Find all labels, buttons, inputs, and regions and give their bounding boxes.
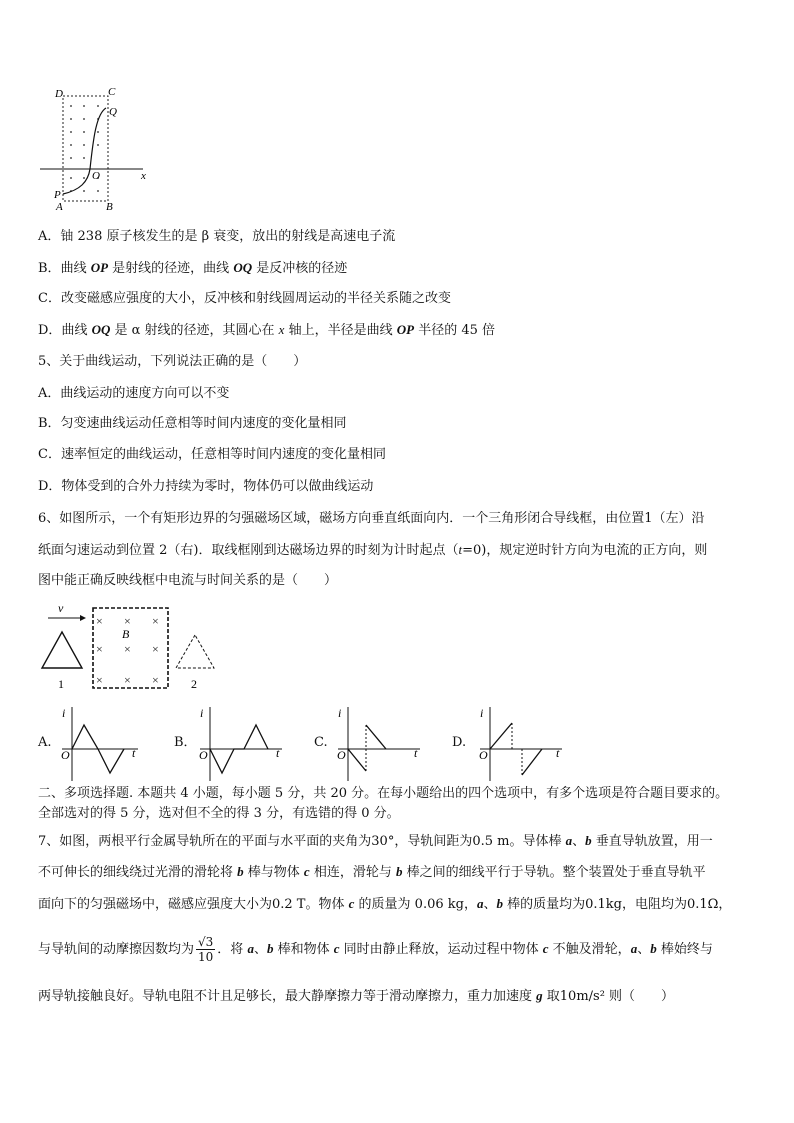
decay-track-figure [38, 86, 158, 216]
label-b: B [106, 201, 113, 213]
q5-option-a: A．曲线运动的速度方向可以不变 [38, 386, 230, 401]
section2-line1: 二、多项选择题. 本题共 4 小题，每小题 5 分，共 20 分。在每小题给出的四个选项中，有多个选项是符合题目要求的。 [38, 786, 729, 801]
section2-line2: 全部选对的得 5 分，选对但不全的得 3 分，有选错的得 0 分。 [38, 806, 400, 821]
label-q: Q [109, 106, 117, 118]
current-curve [366, 725, 386, 749]
q6-field-figure [38, 600, 228, 695]
current-curve [490, 723, 512, 749]
q6-graph-b [198, 705, 288, 785]
q6-option-b-letter: B． [174, 735, 197, 750]
current-curve [522, 749, 542, 775]
field-cross: × [96, 642, 103, 656]
q6-graph-a [60, 705, 145, 785]
field-cross: × [124, 642, 131, 656]
q4-option-c: C．改变磁感应强度的大小，反冲核和射线圆周运动的半径关系随之改变 [38, 291, 451, 306]
label-o: O [92, 170, 100, 182]
field-cross: × [96, 673, 103, 687]
q6-graph-d [478, 705, 568, 785]
field-boundary [63, 96, 108, 201]
axis-i: i [480, 706, 484, 720]
position-2-label: 2 [191, 677, 197, 691]
q4-option-a: A．铀 238 原子核发生的是 β 衰变，放出的射线是高速电子流 [38, 229, 396, 244]
velocity-label: v [58, 601, 64, 615]
q5-option-d: D．物体受到的合外力持续为零时，物体仍可以做曲线运动 [38, 479, 374, 494]
q6-option-a-letter: A. [38, 735, 52, 750]
friction-coefficient-fraction: $\frac{√3}{10}$ [198, 935, 214, 964]
triangle-position-2 [176, 635, 214, 668]
label-c: C [108, 86, 116, 98]
q4-option-d: D．曲线 OQ 是 α 射线的径迹，其圆心在 x 轴上，半径是曲线 OP 半径的 45 倍 [38, 322, 496, 338]
q7-line1: 7、如图，两根平行金属导轨所在的平面与水平面的夹角为30°，导轨间距为0.5 m。导体棒 a、b 垂直导轨放置，用一 [38, 833, 713, 849]
q6-option-c-letter: C. [314, 735, 328, 750]
axis-i: i [338, 706, 342, 720]
q6-stem-line1: 6、如图所示，一个有矩形边界的匀强磁场区域，磁场方向垂直纸面向内．一个三角形闭合导线框，由位置1（左）沿 [38, 511, 705, 526]
velocity-arrowhead [80, 615, 86, 621]
q6-graph-c [336, 705, 426, 785]
q5-stem: 5、关于曲线运动，下列说法正确的是（ ） [38, 354, 307, 369]
axis-o: O [61, 748, 70, 762]
track-oq [90, 108, 106, 169]
q6-stem-line3: 图中能正确反映线框中电流与时间关系的是（ ） [38, 573, 338, 588]
q7-line4: 与导轨间的动摩擦因数均为 $\frac{√3}{10}$ ．将 a、b 棒和物体 c 同时由静止释放，运动过程中物体 c 不触及滑轮，a、b 棒始终与 [38, 935, 713, 964]
current-curve [348, 749, 366, 771]
axis-o: O [479, 748, 488, 762]
field-label-b: B [122, 627, 130, 641]
field-cross: × [152, 614, 159, 628]
field-cross: × [96, 614, 103, 628]
label-x: x [141, 170, 146, 182]
field-cross: × [124, 614, 131, 628]
q4-option-b: B．曲线 OP 是射线的径迹，曲线 OQ 是反冲核的径迹 [38, 260, 348, 276]
position-1-label: 1 [58, 677, 64, 691]
q5-option-c: C．速率恒定的曲线运动，任意相等时间内速度的变化量相同 [38, 447, 386, 462]
field-cross: × [124, 673, 131, 687]
triangle-position-1 [42, 632, 82, 668]
axis-o: O [199, 748, 208, 762]
q6-stem-line2: 纸面匀速运动到位置 2（右)．取线框刚到达磁场边界的时刻为计时起点（t=0)，规定逆时针方向为电流的正方向，则 [38, 542, 708, 558]
q7-line3: 面向下的匀强磁场中，磁感应强度大小为0.2 T。物体 c 的质量为 0.06 kg，a、b 棒的质量均为0.1kg，电阻均为0.1Ω， [38, 896, 732, 912]
field-cross: × [152, 673, 159, 687]
axis-t: t [414, 746, 418, 760]
track-op [63, 169, 90, 194]
axis-i: i [200, 706, 204, 720]
axis-t: t [556, 746, 560, 760]
q7-line5: 两导轨接触良好。导轨电阻不计且足够长，最大静摩擦力等于滑动摩擦力，重力加速度 g 取10m/s² 则（ ） [38, 988, 675, 1004]
field-cross: × [152, 642, 159, 656]
q5-option-b: B．匀变速曲线运动任意相等时间内速度的变化量相同 [38, 416, 347, 431]
axis-o: O [337, 748, 346, 762]
label-d: D [55, 88, 63, 100]
axis-t: t [132, 746, 136, 760]
q7-line2: 不可伸长的细线绕过光滑的滑轮将 b 棒与物体 c 相连，滑轮与 b 棒之间的细线平行于导轨。整个装置处于垂直导轨平 [38, 864, 706, 880]
label-p: P [54, 189, 61, 201]
q6-option-d-letter: D. [452, 735, 467, 750]
axis-i: i [62, 706, 66, 720]
label-a: A [56, 201, 63, 213]
axis-t: t [276, 746, 280, 760]
